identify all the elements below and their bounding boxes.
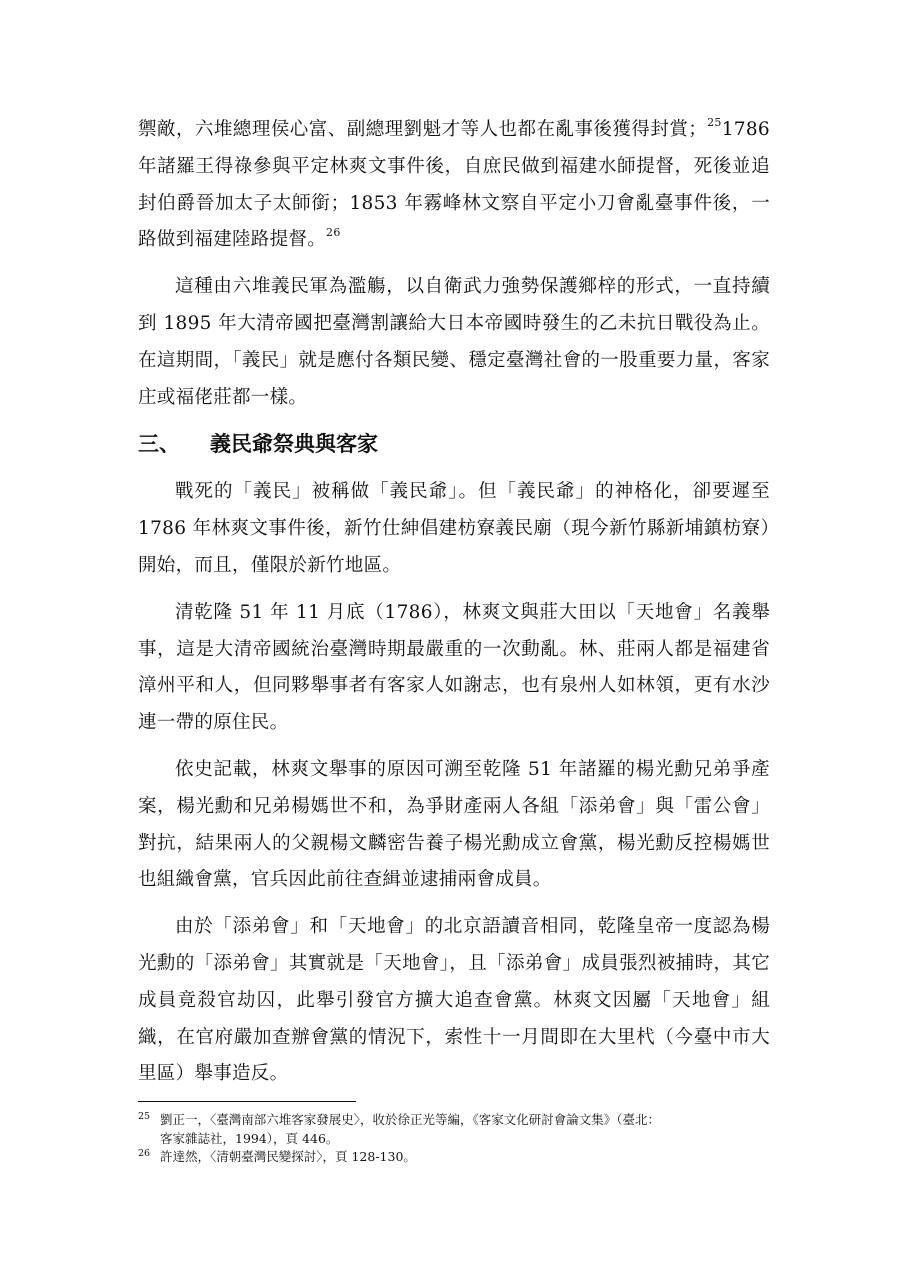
footnote-mark: 25: [138, 1111, 151, 1122]
paragraph-4: 清乾隆 51 年 11 月底（1786），林爽文與莊大田以「天地會」名義舉事，這是大清帝國統治臺灣時期最嚴重的一次動亂。林、莊兩人都是福建省漳州平和人，但同夥舉事者有客家人如謝志，也有泉州人如林領，更有水沙連一帶的原住民。: [138, 601, 770, 734]
footnotes: [138, 1111, 770, 1167]
footnote-ref-26[interactable]: 26: [326, 226, 341, 240]
paragraph-1-text-b: 1786 年諸羅王得祿參與平定林爽文事件後，自庶民做到福建水師提督，死後並追封伯爵晉加太子太師銜；1853 年霧峰林文察自平定小刀會亂臺事件後，一路做到福建陸路提督。: [138, 119, 770, 251]
footnote-divider: [138, 1101, 356, 1102]
footnote-line: 許達然，〈清朝臺灣民變探討〉，頁 128-130。: [160, 1149, 416, 1164]
paragraph-6: 由於「添弟會」和「天地會」的北京語讀音相同，乾隆皇帝一度認為楊光勳的「添弟會」其實就是「天地會」，且「添弟會」成員張烈被捕時，其它成員竟殺官劫囚，此舉引發官方擴大追查會黨。林爽文因屬「天地會」組織，在官府嚴加查辦會黨的情況下，索性十一月間即在大里杙（今臺中市大里區）舉事造反。: [138, 916, 770, 1085]
footnote-mark: 26: [138, 1148, 151, 1159]
footnote-25: [138, 1111, 770, 1148]
paragraph-1: [138, 112, 770, 259]
footnote-line: 客家雜誌社，1994），頁 446。: [160, 1130, 339, 1146]
paragraph-2: 這種由六堆義民軍為濫觴，以自衛武力強勢保護鄉梓的形式，一直持續到 1895 年大清帝國把臺灣割讓給大日本帝國時發生的乙未抗日戰役為止。在這期間，「義民」就是應付各類民變、穩定臺灣社會的一股重要力量，客家庄或福佬莊都一樣。: [138, 276, 770, 408]
section-title: 義民爺祭典與客家: [210, 432, 378, 457]
footnote-26: [138, 1148, 770, 1167]
section-number: 三、: [138, 432, 180, 457]
paragraph-3: 戰死的「義民」被稱做「義民爺」。但「義民爺」的神格化，卻要遲至 1786 年林爽文事件後，新竹仕紳倡建枋寮義民廟（現今新竹縣新埔鎮枋寮）開始，而且，僅限於新竹地區。: [138, 481, 770, 576]
paragraph-5: 依史記載，林爽文舉事的原因可溯至乾隆 51 年諸羅的楊光勳兄弟爭產案，楊光勳和兄弟楊媽世不和，為爭財產兩人各組「添弟會」與「雷公會」對抗，結果兩人的父親楊文麟密告養子楊光勳成立會黨，楊光勳反控楊媽世也組織會黨，官兵因此前往查緝並逮捕兩會成員。: [138, 758, 770, 891]
section-heading: [138, 426, 770, 462]
document-body: [138, 112, 770, 1103]
footnote-ref-25[interactable]: 25: [707, 115, 722, 129]
paragraph-1-text-a: 禦敵，六堆總理侯心富、副總理劉魁才等人也都在亂事後獲得封賞；: [138, 119, 708, 140]
footnote-line: 劉正一，〈臺灣南部六堆客家發展史〉，收於徐正光等編，《客家文化研討會論文集》（臺北：: [160, 1112, 661, 1127]
